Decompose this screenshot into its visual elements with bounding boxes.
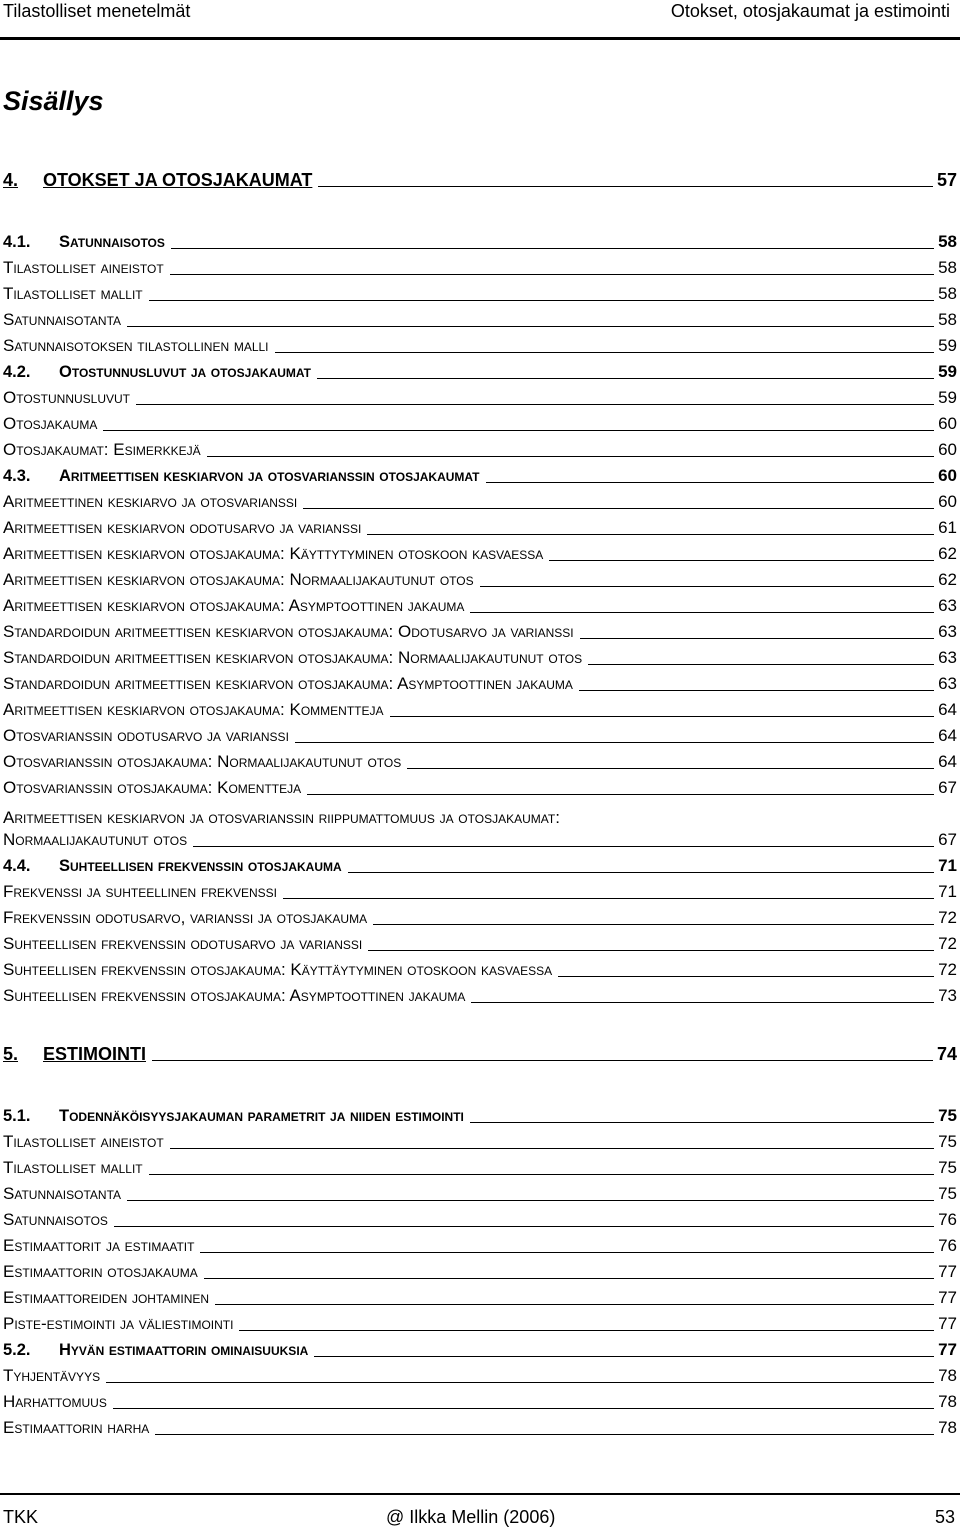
toc-entry-page: 75	[938, 1132, 957, 1151]
toc-leader-line	[127, 1200, 934, 1201]
toc-entry-page: 64	[938, 726, 957, 745]
toc-entry[interactable]	[3, 358, 957, 382]
header-right: Otokset, otosjakaumat ja estimointi	[670, 1, 950, 21]
toc-leader-line	[136, 404, 934, 405]
toc-entry-page: 60	[938, 492, 957, 511]
toc-entry-label: Satunnaisotanta	[3, 310, 122, 329]
toc-leader-line	[103, 430, 934, 431]
toc-entry-label: Aritmeettinen keskiarvo ja otosvarianssi	[3, 492, 298, 511]
toc-leader-line	[367, 534, 934, 535]
toc-leader-line	[368, 950, 934, 951]
toc-leader-line	[170, 1148, 934, 1149]
footer-center: @ Ilkka Mellin (2006)	[386, 1507, 556, 1527]
toc-entry-page: 59	[938, 388, 957, 407]
toc-entry-label: Hyvän estimaattorin ominaisuuksia	[59, 1341, 309, 1359]
toc-entry[interactable]	[3, 1284, 957, 1308]
toc-leader-line	[579, 690, 934, 691]
toc-entry-page: 58	[938, 258, 957, 277]
toc-entry-page: 64	[938, 752, 957, 771]
toc-entry[interactable]	[3, 748, 957, 772]
toc-entry-page: 75	[938, 1184, 957, 1203]
toc-entry-label: Otosjakauma	[3, 414, 98, 433]
toc-entry[interactable]	[3, 1154, 957, 1178]
toc-entry-page: 77	[938, 1340, 957, 1359]
toc-leader-line	[407, 768, 934, 769]
toc-entry-label: Frekvenssi ja suhteellinen frekvenssi	[3, 882, 277, 901]
toc-entry-page: 71	[938, 882, 957, 901]
toc-leader-line	[200, 1252, 934, 1253]
toc-leader-line	[470, 1122, 934, 1123]
toc-entry-label: Aritmeettisen keskiarvon otosjakauma: Normaalijakautunut otos	[3, 570, 474, 589]
toc-entry-page: 58	[938, 284, 957, 303]
header-left: Tilastolliset menetelmät	[3, 1, 191, 21]
toc-leader-line	[283, 898, 934, 899]
toc-leader-line	[318, 186, 933, 187]
toc-entry[interactable]	[3, 540, 957, 564]
toc-entry-label: Estimaattoreiden johtaminen	[3, 1288, 210, 1307]
toc-entry-page: 63	[938, 596, 957, 615]
toc-entry-page: 78	[938, 1418, 957, 1437]
toc-entry[interactable]	[3, 488, 957, 512]
toc-entry-label: ESTIMOINTI	[43, 1044, 146, 1064]
toc-entry-page: 63	[938, 622, 957, 641]
toc-entry-page: 62	[938, 570, 957, 589]
toc-entry-label: Standardoidun aritmeettisen keskiarvon otosjakauma: Odotusarvo ja varianssi	[3, 622, 574, 641]
toc-entry-label: Satunnaisotanta	[3, 1184, 122, 1203]
toc-leader-line	[171, 248, 934, 249]
toc-entry-label: Satunnaisotos	[59, 233, 165, 251]
toc-leader-line	[317, 378, 934, 379]
toc-entry-label: Otosvarianssin otosjakauma: Komentteja	[3, 778, 302, 797]
toc-entry-number: 4.3.	[3, 467, 31, 485]
toc-entry[interactable]	[3, 1258, 957, 1282]
toc-entry-label: Frekvenssin odotusarvo, varianssi ja otosjakauma	[3, 908, 368, 927]
toc-entry[interactable]	[3, 254, 957, 278]
toc-entry-page: 75	[938, 1158, 957, 1177]
toc-entry-label: Estimaattorit ja estimaatit	[3, 1236, 195, 1255]
toc-leader-line	[314, 1356, 934, 1357]
toc-entry[interactable]	[3, 878, 957, 902]
toc-entry-page: 59	[938, 336, 957, 355]
toc-entry-label: Aritmeettisen keskiarvon otosjakauma: Asymptoottinen jakauma	[3, 596, 465, 615]
toc-entry-label: Normaalijakautunut otos	[3, 830, 188, 849]
toc-entry-page: 58	[938, 310, 957, 329]
toc-entry-label: Satunnaisotoksen tilastollinen malli	[3, 336, 269, 355]
toc-leader-line	[549, 560, 934, 561]
toc-entry-page: 64	[938, 700, 957, 719]
toc-entry[interactable]	[3, 852, 957, 876]
toc-entry-page: 67	[938, 778, 957, 797]
page-title: Sisällys	[3, 86, 104, 116]
toc-entry-page: 71	[938, 856, 957, 875]
toc-entry-page: 77	[938, 1262, 957, 1281]
toc-entry[interactable]	[3, 1336, 957, 1360]
toc-leader-line	[373, 924, 934, 925]
toc-entry-page: 73	[938, 986, 957, 1005]
toc-entry-label: Otosvarianssin odotusarvo ja varianssi	[3, 726, 289, 745]
toc-entry-page: 60	[938, 440, 957, 459]
toc-entry-page: 67	[938, 830, 957, 849]
toc-entry-label: Aritmeettisen keskiarvon otosjakauma: Kommentteja	[3, 700, 384, 719]
toc-leader-line	[390, 716, 935, 717]
toc-leader-line	[558, 976, 934, 977]
toc-entry-label: Standardoidun aritmeettisen keskiarvon otosjakauma: Normaalijakautunut otos	[3, 648, 583, 667]
toc-leader-line	[588, 664, 934, 665]
toc-entry[interactable]	[3, 1414, 957, 1438]
toc-entry-number: 4.1.	[3, 233, 31, 251]
toc-entry-page: 72	[938, 934, 957, 953]
toc-entry-label: Tilastolliset mallit	[3, 284, 143, 303]
toc-entry-page: 60	[938, 414, 957, 433]
toc-entry[interactable]	[3, 566, 957, 590]
toc-leader-line	[275, 352, 935, 353]
toc-entry[interactable]	[3, 462, 957, 486]
toc-entry-page: 58	[938, 232, 957, 251]
toc-leader-line	[215, 1304, 934, 1305]
toc-entry[interactable]	[3, 166, 957, 190]
toc-entry[interactable]	[3, 410, 957, 434]
toc-leader-line	[207, 456, 934, 457]
toc-entry-label: Otostunnusluvut	[3, 388, 131, 407]
footer-page-number: 53	[934, 1507, 955, 1527]
toc-entry[interactable]	[3, 1232, 957, 1256]
toc-entry[interactable]	[3, 1362, 957, 1386]
toc-entry-number: 5.	[3, 1044, 19, 1064]
toc-entry-number: 5.1.	[3, 1107, 31, 1125]
toc-entry[interactable]	[3, 306, 957, 330]
toc-entry[interactable]	[3, 774, 957, 798]
toc-leader-line	[204, 1278, 934, 1279]
toc-leader-line	[295, 742, 934, 743]
toc-entry[interactable]	[3, 1040, 957, 1064]
toc-entry-page: 63	[938, 648, 957, 667]
toc-entry-page: 72	[938, 908, 957, 927]
toc-entry-page: 63	[938, 674, 957, 693]
toc-entry-page: 60	[938, 466, 957, 485]
toc-entry[interactable]	[3, 1102, 957, 1126]
toc-leader-line	[480, 586, 934, 587]
toc-entry[interactable]	[3, 982, 957, 1006]
toc-entry-page: 76	[938, 1210, 957, 1229]
toc-entry-page: 72	[938, 960, 957, 979]
toc-entry-page: 74	[936, 1044, 957, 1064]
toc-entry[interactable]	[3, 384, 957, 408]
toc-entry-label: Suhteellisen frekvenssin otosjakauma	[59, 857, 342, 875]
toc-entry-label: Suhteellisen frekvenssin otosjakauma: Asymptoottinen jakauma	[3, 986, 466, 1005]
toc-entry-label: Harhattomuus	[3, 1392, 107, 1411]
toc-leader-line	[155, 1434, 934, 1435]
toc-entry[interactable]	[3, 436, 957, 460]
toc-leader-line	[303, 508, 934, 509]
toc-leader-line	[127, 326, 934, 327]
toc-entry[interactable]	[3, 280, 957, 304]
toc-entry[interactable]	[3, 618, 957, 642]
toc-entry[interactable]	[3, 332, 957, 356]
toc-leader-line	[113, 1408, 934, 1409]
toc-leader-line	[152, 1060, 933, 1061]
toc-leader-line	[580, 638, 934, 639]
toc-leader-line	[193, 846, 934, 847]
toc-entry-label: Tyhjentävyys	[3, 1366, 101, 1385]
toc-entry[interactable]	[3, 696, 957, 720]
toc-entry[interactable]	[3, 670, 957, 694]
toc-entry[interactable]	[3, 592, 957, 616]
toc-entry-label: Otostunnusluvut ja otosjakaumat	[59, 363, 312, 381]
toc-leader-line	[486, 482, 935, 483]
toc-entry-page: 77	[938, 1288, 957, 1307]
toc-entry-number: 4.2.	[3, 363, 31, 381]
page-footer	[0, 1493, 960, 1528]
toc-entry-number: 5.2.	[3, 1341, 31, 1359]
toc-leader-line	[170, 274, 934, 275]
toc-entry-page: 78	[938, 1392, 957, 1411]
toc-entry-page: 57	[936, 170, 957, 190]
toc-entry-label: Otosvarianssin otosjakauma: Normaalijakautunut otos	[3, 752, 402, 771]
toc-entry-page: 62	[938, 544, 957, 563]
toc-entry[interactable]	[3, 228, 957, 252]
footer-left: TKK	[3, 1507, 39, 1527]
toc-entry-label: Standardoidun aritmeettisen keskiarvon otosjakauma: Asymptoottinen jakauma	[3, 674, 573, 693]
toc-leader-line	[239, 1330, 934, 1331]
toc-entry[interactable]	[3, 1180, 957, 1204]
toc-entry[interactable]	[3, 826, 957, 850]
toc-entry-number: 4.	[3, 170, 19, 190]
toc-entry-page: 77	[938, 1314, 957, 1333]
toc-entry[interactable]	[3, 644, 957, 668]
toc-entry-page: 76	[938, 1236, 957, 1255]
toc-entry-label: OTOKSET JA OTOSJAKAUMAT	[43, 170, 313, 190]
toc-leader-line	[149, 300, 934, 301]
toc-leader-line	[307, 794, 934, 795]
toc-entry-label: Satunnaisotos	[3, 1210, 108, 1229]
toc-entry-label: Otosjakaumat: Esimerkkejä	[3, 440, 201, 459]
toc-entry-label: Tilastolliset mallit	[3, 1158, 143, 1177]
toc-leader-line	[471, 1002, 934, 1003]
toc-entry-label: Suhteellisen frekvenssin otosjakauma: Käyttäytyminen otoskoon kasvaessa	[3, 960, 553, 979]
toc-entry-label: Todennäköisyysjakauman parametrit ja niiden estimointi	[59, 1107, 464, 1125]
toc-entry-label: Estimaattorin otosjakauma	[3, 1262, 198, 1281]
toc-leader-line	[348, 872, 934, 873]
toc-entry[interactable]	[3, 1206, 957, 1230]
toc-entry-page: 78	[938, 1366, 957, 1385]
toc-entry-label: Piste-estimointi ja väliestimointi	[3, 1314, 234, 1333]
toc-entry-label: Tilastolliset aineistot	[3, 1132, 164, 1151]
toc-entry[interactable]	[3, 722, 957, 746]
toc-entry[interactable]	[3, 904, 957, 928]
toc-leader-line	[470, 612, 934, 613]
toc-entry[interactable]	[3, 1310, 957, 1334]
page-header	[0, 0, 960, 40]
toc-entry-page: 59	[938, 362, 957, 381]
toc-entry[interactable]	[3, 956, 957, 980]
toc-entry[interactable]	[3, 514, 957, 538]
toc-leader-line	[149, 1174, 934, 1175]
toc-entry-label: Aritmeettisen keskiarvon odotusarvo ja varianssi	[3, 518, 362, 537]
toc-entry-label: Aritmeettisen keskiarvon ja otosvarianssin otosjakaumat	[59, 467, 480, 485]
toc-entry[interactable]	[3, 930, 957, 954]
toc-leader-line	[114, 1226, 934, 1227]
toc-entry-page: 75	[938, 1106, 957, 1125]
toc-entry-label: Tilastolliset aineistot	[3, 258, 164, 277]
toc-entry[interactable]	[3, 1128, 957, 1152]
toc-entry-wrapped-line: Aritmeettisen keskiarvon ja otosvarianssin riippumattomuus ja otosjakaumat:	[3, 808, 560, 827]
toc-leader-line	[106, 1382, 934, 1383]
toc-entry-label: Suhteellisen frekvenssin odotusarvo ja varianssi	[3, 934, 363, 953]
toc-entry-number: 4.4.	[3, 857, 31, 875]
toc-entry-label: Aritmeettisen keskiarvon otosjakauma: Käyttytyminen otoskoon kasvaessa	[3, 544, 544, 563]
toc-entry-label: Estimaattorin harha	[3, 1418, 150, 1437]
toc-entry[interactable]	[3, 1388, 957, 1412]
toc-entry-page: 61	[938, 518, 957, 537]
